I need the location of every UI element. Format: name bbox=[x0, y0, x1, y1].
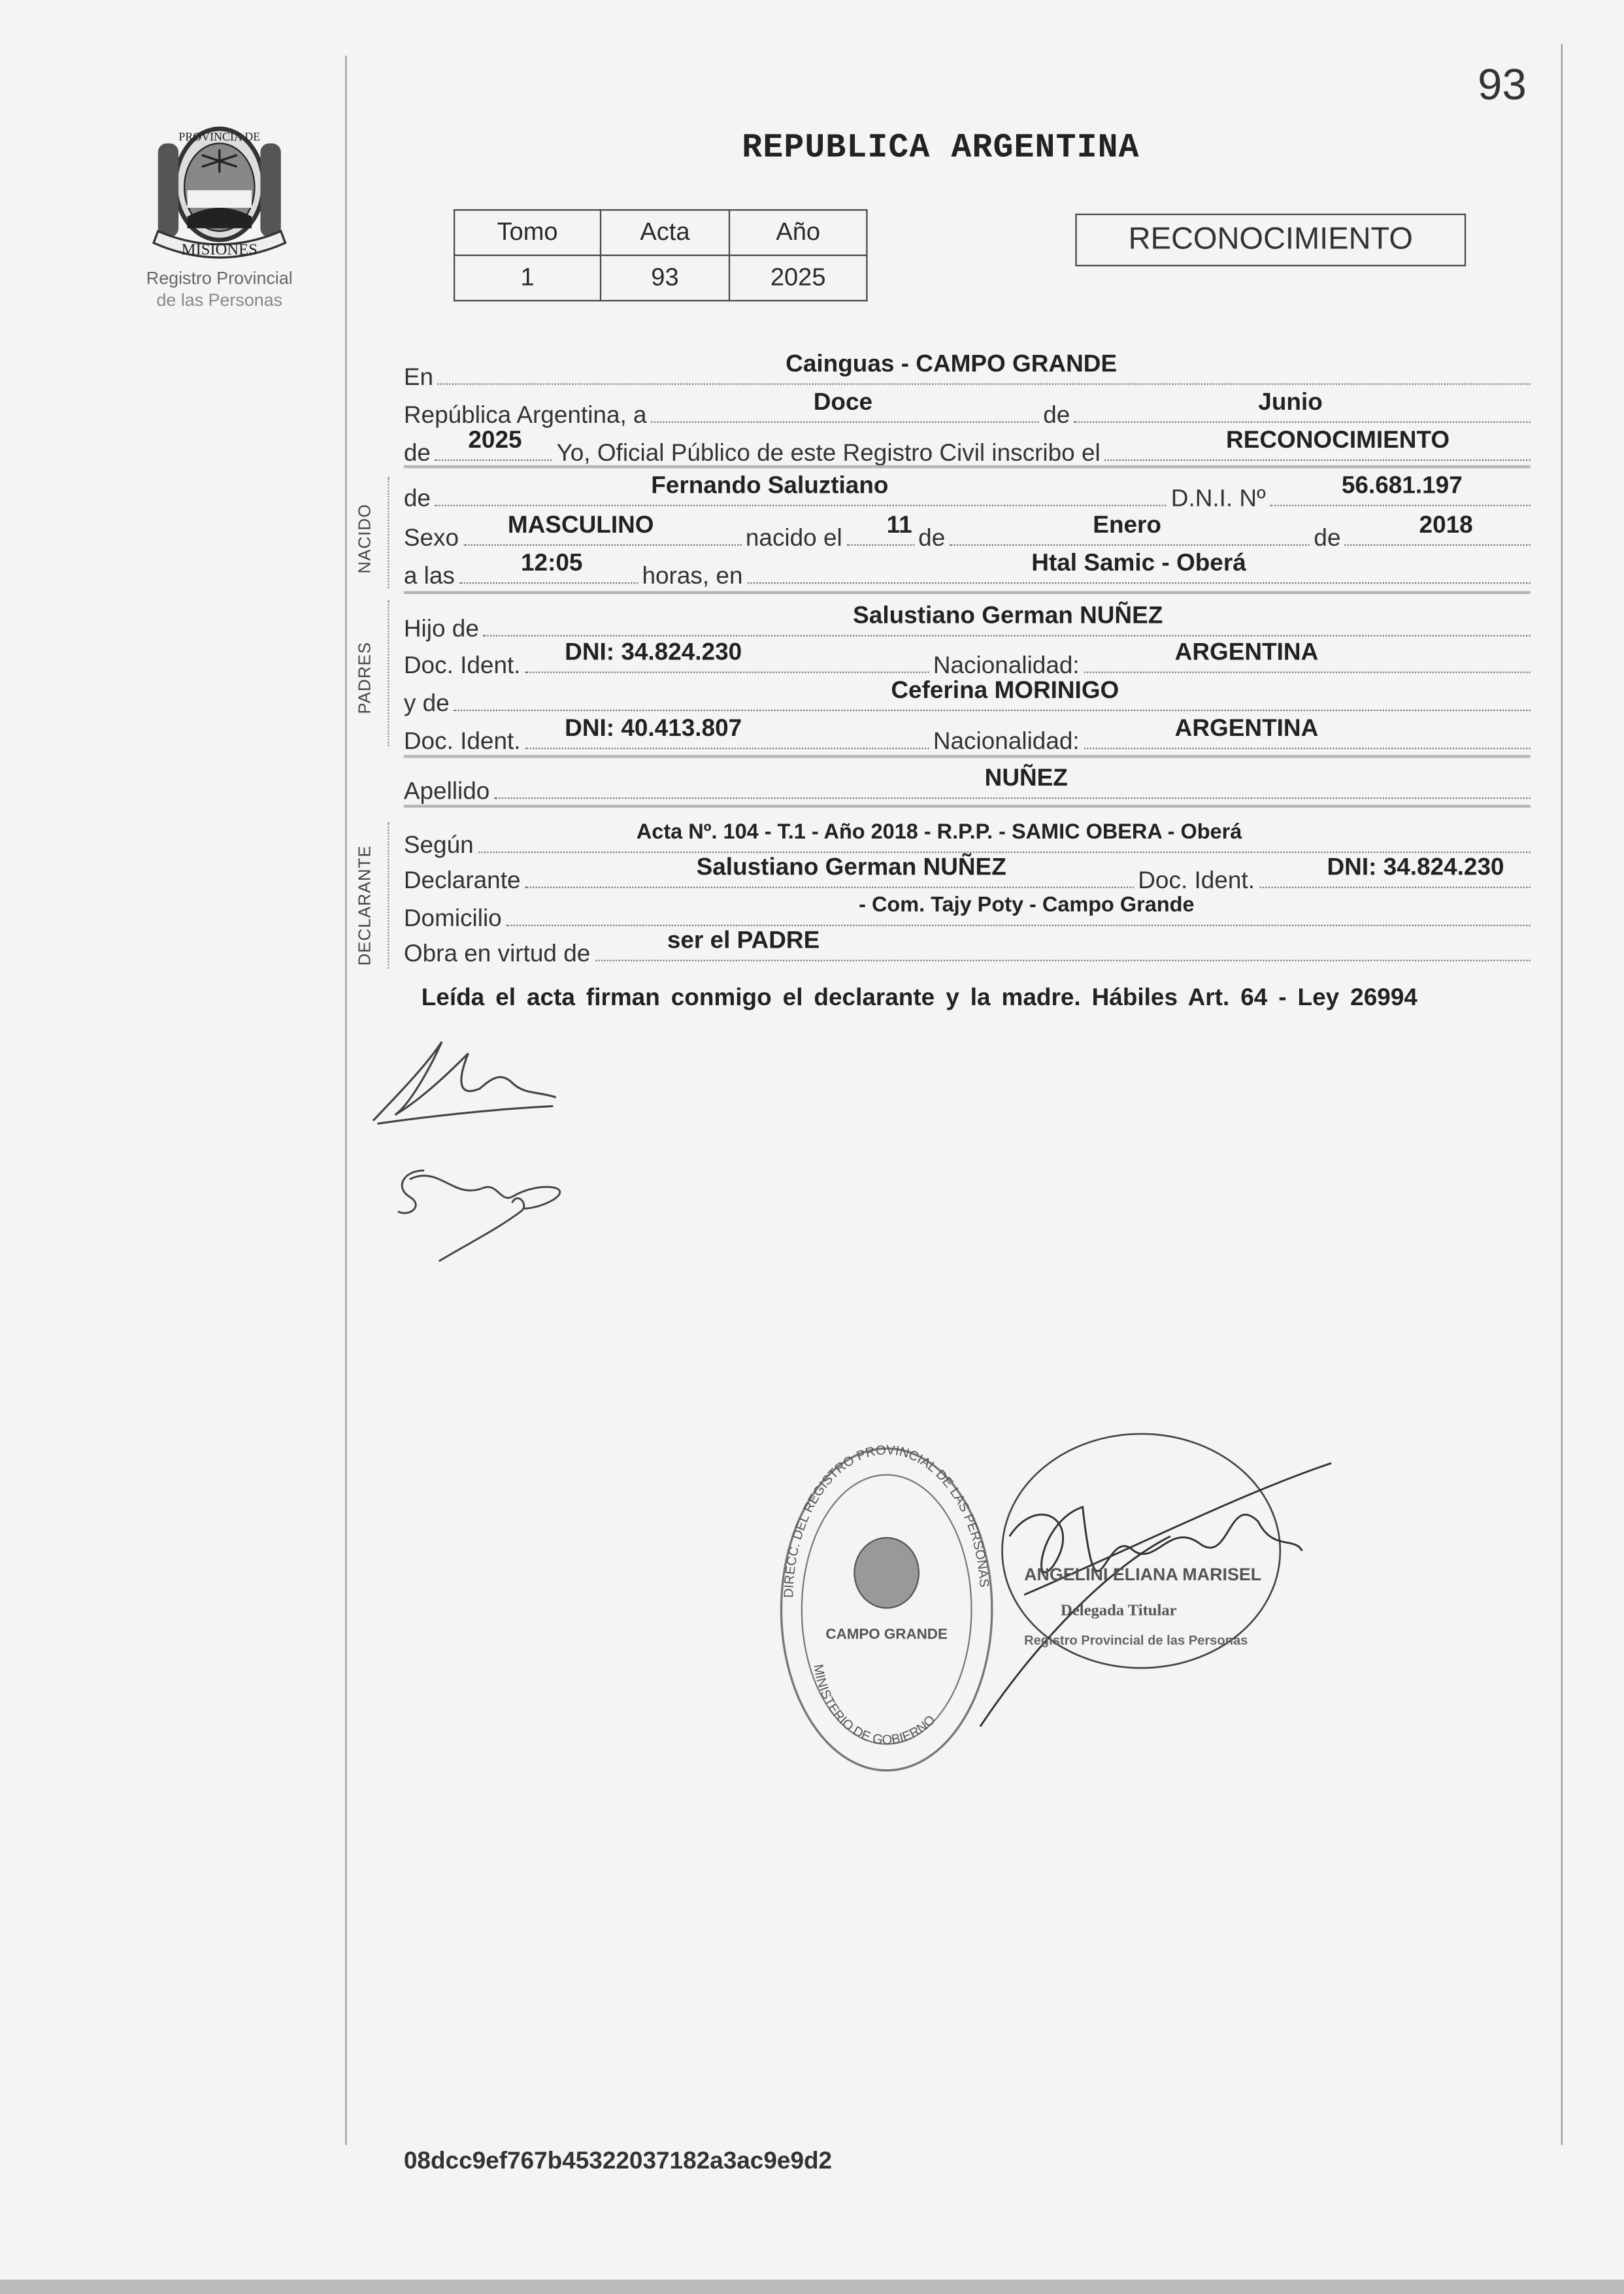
label-republica: República Argentina, a bbox=[403, 402, 647, 429]
row-segun bbox=[403, 820, 1531, 859]
label-de-year: de bbox=[403, 440, 431, 467]
handwritten-signatures bbox=[366, 1024, 600, 1273]
scan-bottom-edge bbox=[0, 2280, 1624, 2294]
label-de: de bbox=[1043, 402, 1070, 429]
page-number: 93 bbox=[1478, 61, 1527, 110]
label-doc-ident: Doc. Ident. bbox=[403, 652, 521, 679]
svg-text:MINISTERIO DE GOBIERNO bbox=[811, 1663, 938, 1748]
acta-value: 93 bbox=[601, 256, 729, 301]
stamp-inner-text: MINISTERIO DE GOBIERNO bbox=[810, 1663, 938, 1748]
misiones-coat-of-arms-logo bbox=[146, 114, 293, 275]
section-label-nacido: NACIDO bbox=[357, 503, 375, 574]
stamp-official-name: ANGELINI ELIANA MARISEL bbox=[1024, 1564, 1262, 1584]
mother-name-value: Ceferina MORINIGO bbox=[891, 677, 1119, 704]
header-year: Año bbox=[729, 210, 867, 255]
label-doc-ident: Doc. Ident. bbox=[403, 728, 521, 756]
logo-text-provincia: PROVINCIA DE bbox=[178, 129, 261, 143]
mother-nationality-value: ARGENTINA bbox=[1174, 715, 1319, 742]
official-stamp-and-signature bbox=[761, 1434, 1346, 1785]
child-name-value: Fernando Saluztiano bbox=[651, 473, 889, 499]
mother-doc-value: DNI: 40.413.807 bbox=[565, 715, 742, 742]
birth-day-value: 11 bbox=[886, 512, 912, 539]
registry-name-line2: de las Personas bbox=[156, 290, 283, 310]
label-apellido: Apellido bbox=[403, 778, 490, 805]
section-label-declarante: DECLARANTE bbox=[357, 845, 375, 966]
label-domicilio: Domicilio bbox=[403, 905, 502, 933]
row-sex-birth bbox=[403, 512, 1531, 552]
inscribo-value: RECONOCIMIENTO bbox=[1226, 427, 1450, 454]
label-nacionalidad: Nacionalidad: bbox=[933, 652, 1080, 679]
sex-value: MASCULINO bbox=[507, 512, 654, 539]
row-mother-doc bbox=[403, 715, 1531, 756]
row-father-name bbox=[403, 603, 1531, 642]
obra-value: ser el PADRE bbox=[667, 927, 820, 954]
left-margin-line bbox=[345, 56, 346, 2145]
row-child-name bbox=[403, 473, 1531, 512]
row-surname bbox=[403, 765, 1531, 805]
stamp-official-title: Delegada Titular bbox=[1061, 1601, 1177, 1620]
surname-value: NUÑEZ bbox=[984, 765, 1068, 792]
month-value: Junio bbox=[1258, 389, 1323, 416]
birth-time-value: 12:05 bbox=[520, 550, 583, 577]
declarante-name-value: Salustiano German NUÑEZ bbox=[696, 854, 1006, 881]
label-doc-ident: Doc. Ident. bbox=[1138, 867, 1255, 894]
label-segun: Según bbox=[403, 832, 474, 859]
label-de: de bbox=[918, 525, 946, 552]
label-de: de bbox=[403, 486, 431, 512]
tomo-value: 1 bbox=[454, 256, 601, 301]
row-birth-time-place bbox=[403, 550, 1531, 590]
header-tomo: Tomo bbox=[454, 210, 601, 255]
section-label-padres: PADRES bbox=[357, 641, 375, 714]
label-dni: D.N.I. Nº bbox=[1170, 486, 1266, 512]
birth-place-value: Htal Samic - Oberá bbox=[1031, 550, 1246, 577]
tomo-acta-year-table bbox=[454, 209, 868, 301]
label-y-de: y de bbox=[403, 690, 450, 717]
stamp-official-org: Registro Provincial de las Personas bbox=[1024, 1633, 1248, 1648]
father-name-value: Salustiano German NUÑEZ bbox=[853, 603, 1163, 629]
label-en: En bbox=[403, 364, 434, 391]
record-type-box: RECONOCIMIENTO bbox=[1075, 214, 1466, 267]
stamp-outer-text: DIRECC. DEL REGISTRO PROVINCIAL DE LAS PERSONAS bbox=[782, 1443, 991, 1598]
segun-value: Acta Nº. 104 - T.1 - Año 2018 - R.P.P. - SAMIC OBERA - Oberá bbox=[636, 820, 1242, 844]
registry-name-line1: Registro Provincial bbox=[146, 267, 293, 289]
label-declarante: Declarante bbox=[403, 867, 521, 894]
row-father-doc bbox=[403, 639, 1531, 679]
declarante-doc-value: DNI: 34.824.230 bbox=[1327, 854, 1504, 881]
label-horas: horas, en bbox=[642, 563, 743, 590]
row-domicilio bbox=[403, 893, 1531, 933]
father-doc-value: DNI: 34.824.230 bbox=[565, 639, 742, 666]
label-inscribo: Yo, Oficial Público de este Registro Civil inscribo el bbox=[556, 440, 1101, 467]
row-mother-name bbox=[403, 677, 1531, 717]
birth-year-value: 2018 bbox=[1419, 512, 1473, 539]
year-value: 2025 bbox=[729, 256, 867, 301]
domicilio-value: - Com. Tajy Poty - Campo Grande bbox=[859, 893, 1195, 918]
label-de: de bbox=[1314, 525, 1341, 552]
stamp-bottom-text: CAMPO GRANDE bbox=[825, 1625, 948, 1642]
child-dni-value: 56.681.197 bbox=[1341, 473, 1463, 499]
father-nationality-value: ARGENTINA bbox=[1174, 639, 1319, 666]
label-obra: Obra en virtud de bbox=[403, 940, 591, 967]
logo-text-misiones: MISIONES bbox=[181, 241, 257, 259]
header-acta: Acta bbox=[601, 210, 729, 255]
document-title: REPUBLICA ARGENTINA bbox=[742, 129, 1140, 167]
label-hijo-de: Hijo de bbox=[403, 616, 479, 642]
row-obra bbox=[403, 927, 1531, 967]
row-date bbox=[403, 389, 1531, 429]
row-place bbox=[403, 351, 1531, 391]
label-nacionalidad: Nacionalidad: bbox=[933, 728, 1080, 756]
right-margin-line bbox=[1561, 44, 1563, 2145]
label-a-las: a las bbox=[403, 563, 455, 590]
birth-month-value: Enero bbox=[1093, 512, 1162, 539]
day-value: Doce bbox=[813, 389, 873, 416]
year-value-text: 2025 bbox=[468, 427, 522, 454]
label-sexo: Sexo bbox=[403, 525, 459, 552]
place-value: Cainguas - CAMPO GRANDE bbox=[786, 351, 1118, 378]
document-hash: 08dcc9ef767b45322037182a3ac9e9d2 bbox=[403, 2148, 833, 2174]
row-year bbox=[403, 427, 1531, 467]
label-nacido: nacido el bbox=[745, 525, 842, 552]
row-declarante bbox=[403, 854, 1531, 894]
closing-statement: Leída el acta firman conmigo el declarante y la madre. Hábiles Art. 64 - Ley 26994 bbox=[421, 984, 1417, 1011]
